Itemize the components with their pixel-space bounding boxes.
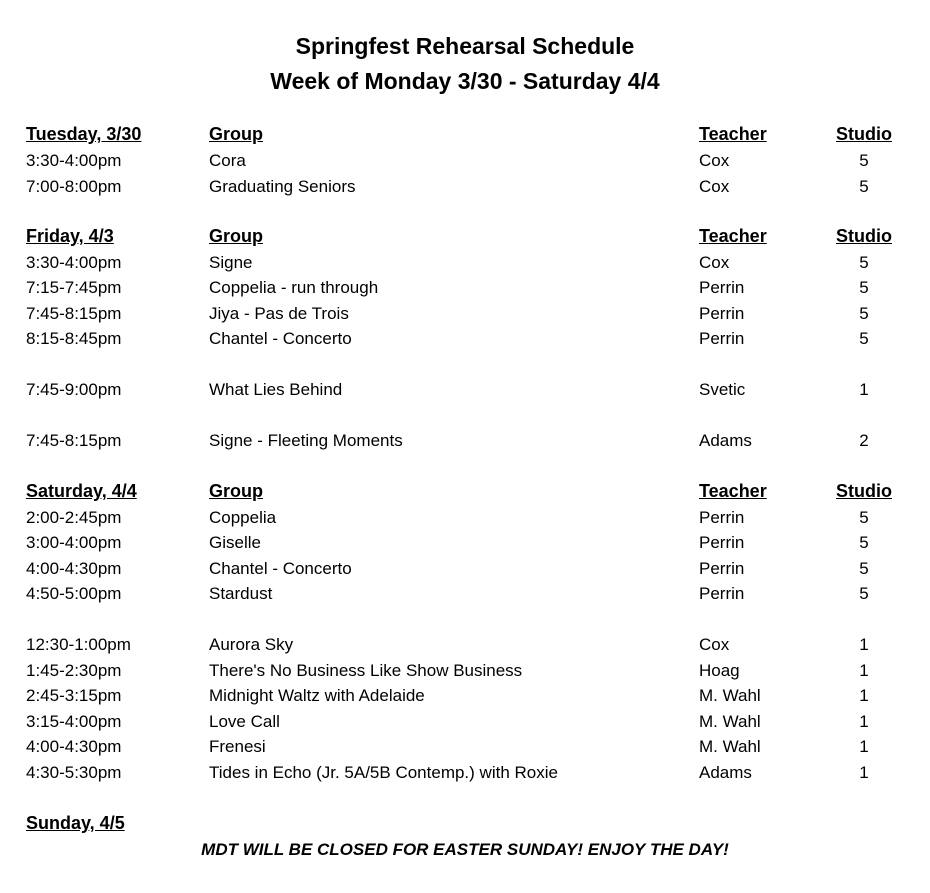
- time-cell: 3:30-4:00pm: [26, 253, 122, 272]
- schedule-row: [0, 734, 930, 759]
- teacher-cell: Cox: [699, 635, 730, 654]
- teacher-cell: Cox: [699, 151, 730, 170]
- schedule-row: [0, 301, 930, 326]
- studio-cell: 5: [859, 177, 869, 196]
- schedule-row: [0, 174, 930, 199]
- teacher-cell: Perrin: [699, 329, 745, 348]
- group-column-header: Group: [209, 481, 263, 501]
- teacher-cell: Perrin: [699, 304, 745, 323]
- group-cell: Signe - Fleeting Moments: [209, 431, 403, 450]
- group-column-header: Group: [209, 124, 263, 144]
- teacher-cell: Adams: [699, 431, 752, 450]
- studio-cell: 5: [859, 253, 869, 272]
- studio-cell: 5: [859, 278, 869, 297]
- closure-notice: MDT WILL BE CLOSED FOR EASTER SUNDAY! ENJOY THE DAY!: [201, 840, 729, 859]
- teacher-cell: Svetic: [699, 380, 746, 399]
- schedule-title: Springfest Rehearsal Schedule: [295, 33, 635, 59]
- group-cell: Love Call: [209, 712, 280, 731]
- schedule-row: [0, 709, 930, 734]
- teacher-cell: Perrin: [699, 508, 745, 527]
- day-header-tuesday: [0, 122, 930, 147]
- time-cell: 8:15-8:45pm: [26, 329, 122, 348]
- schedule-row: [0, 632, 930, 657]
- time-cell: 4:30-5:30pm: [26, 763, 122, 782]
- time-cell: 7:00-8:00pm: [26, 177, 122, 196]
- schedule-row: [0, 275, 930, 300]
- teacher-column-header: Teacher: [699, 124, 767, 144]
- group-cell: Coppelia - run through: [209, 278, 379, 297]
- studio-cell: 5: [859, 584, 869, 603]
- schedule-row: [0, 326, 930, 351]
- schedule-row: [0, 658, 930, 683]
- time-cell: 7:45-8:15pm: [26, 431, 122, 450]
- day-heading: Saturday, 4/4: [26, 481, 137, 501]
- group-cell: There's No Business Like Show Business: [209, 661, 523, 680]
- time-cell: 12:30-1:00pm: [26, 635, 131, 654]
- day-heading: Sunday, 4/5: [26, 813, 125, 833]
- group-cell: Jiya - Pas de Trois: [209, 304, 349, 323]
- group-cell: Aurora Sky: [209, 635, 294, 654]
- studio-cell: 2: [859, 431, 869, 450]
- studio-cell: 1: [859, 763, 869, 782]
- schedule-row: [0, 428, 930, 453]
- group-cell: Chantel - Concerto: [209, 329, 352, 348]
- studio-cell: 1: [859, 686, 869, 705]
- teacher-cell: Perrin: [699, 533, 745, 552]
- schedule-row: [0, 556, 930, 581]
- group-cell: Midnight Waltz with Adelaide: [209, 686, 425, 705]
- group-cell: Tides in Echo (Jr. 5A/5B Contemp.) with Roxie: [209, 763, 558, 782]
- studio-cell: 5: [859, 559, 869, 578]
- time-cell: 3:15-4:00pm: [26, 712, 122, 731]
- time-cell: 7:45-9:00pm: [26, 380, 122, 399]
- schedule-row: [0, 250, 930, 275]
- group-cell: What Lies Behind: [209, 380, 343, 399]
- studio-column-header: Studio: [836, 481, 892, 501]
- schedule-row: [0, 581, 930, 606]
- teacher-cell: Hoag: [699, 661, 740, 680]
- time-cell: 3:30-4:00pm: [26, 151, 122, 170]
- group-column-header: Group: [209, 226, 263, 246]
- studio-column-header: Studio: [836, 124, 892, 144]
- studio-cell: 1: [859, 635, 869, 654]
- time-cell: 2:45-3:15pm: [26, 686, 122, 705]
- group-cell: Coppelia: [209, 508, 277, 527]
- group-cell: Stardust: [209, 584, 273, 603]
- schedule-row: [0, 148, 930, 173]
- time-cell: 7:45-8:15pm: [26, 304, 122, 323]
- teacher-column-header: Teacher: [699, 226, 767, 246]
- schedule-row: [0, 760, 930, 785]
- day-heading: Friday, 4/3: [26, 226, 114, 246]
- studio-cell: 1: [859, 737, 869, 756]
- studio-cell: 5: [859, 329, 869, 348]
- time-cell: 4:00-4:30pm: [26, 559, 122, 578]
- group-cell: Signe: [209, 253, 253, 272]
- day-heading: Tuesday, 3/30: [26, 124, 142, 144]
- studio-cell: 5: [859, 508, 869, 527]
- studio-cell: 5: [859, 151, 869, 170]
- group-cell: Chantel - Concerto: [209, 559, 352, 578]
- day-header-saturday: [0, 479, 930, 504]
- time-cell: 3:00-4:00pm: [26, 533, 122, 552]
- studio-column-header: Studio: [836, 226, 892, 246]
- time-cell: 4:00-4:30pm: [26, 737, 122, 756]
- teacher-cell: Cox: [699, 177, 730, 196]
- time-cell: 2:00-2:45pm: [26, 508, 122, 527]
- day-header-sunday: [0, 811, 930, 836]
- studio-cell: 1: [859, 380, 869, 399]
- teacher-cell: Perrin: [699, 584, 745, 603]
- studio-cell: 1: [859, 661, 869, 680]
- group-cell: Cora: [209, 151, 246, 170]
- teacher-cell: Perrin: [699, 559, 745, 578]
- teacher-cell: Cox: [699, 253, 730, 272]
- teacher-cell: Adams: [699, 763, 752, 782]
- teacher-column-header: Teacher: [699, 481, 767, 501]
- teacher-cell: M. Wahl: [699, 737, 761, 756]
- day-header-friday: [0, 224, 930, 249]
- studio-cell: 5: [859, 304, 869, 323]
- time-cell: 1:45-2:30pm: [26, 661, 122, 680]
- schedule-row: [0, 377, 930, 402]
- time-cell: 4:50-5:00pm: [26, 584, 122, 603]
- studio-cell: 5: [859, 533, 869, 552]
- group-cell: Giselle: [209, 533, 261, 552]
- schedule-subtitle: Week of Monday 3/30 - Saturday 4/4: [270, 68, 660, 94]
- teacher-cell: Perrin: [699, 278, 745, 297]
- group-cell: Frenesi: [209, 737, 266, 756]
- studio-cell: 1: [859, 712, 869, 731]
- schedule-row: [0, 505, 930, 530]
- group-cell: Graduating Seniors: [209, 177, 356, 196]
- teacher-cell: M. Wahl: [699, 686, 761, 705]
- time-cell: 7:15-7:45pm: [26, 278, 122, 297]
- teacher-cell: M. Wahl: [699, 712, 761, 731]
- schedule-row: [0, 530, 930, 555]
- schedule-row: [0, 683, 930, 708]
